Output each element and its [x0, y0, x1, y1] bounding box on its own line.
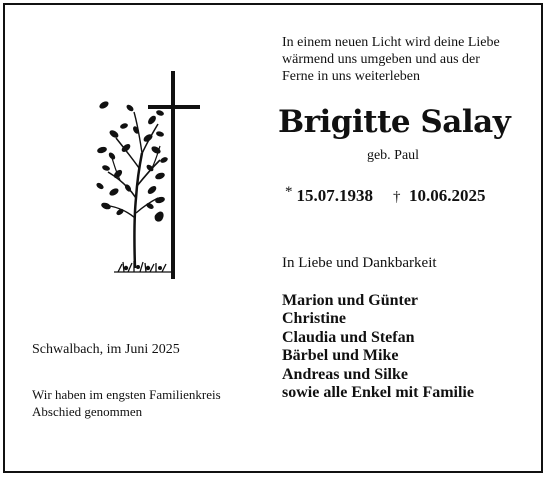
- deceased-name: Brigitte Salay: [278, 104, 511, 140]
- mourner: Claudia und Stefan: [282, 328, 415, 346]
- maiden-name: geb. Paul: [366, 148, 420, 163]
- place-date: Schwalbach, im Juni 2025: [32, 342, 180, 357]
- mourner: Christine: [282, 310, 346, 328]
- birth-date: 15.07.1938: [296, 186, 373, 205]
- birth-symbol: *: [285, 184, 293, 200]
- mourner: Marion und Günter: [282, 292, 419, 309]
- mourner: Andreas und Silke: [282, 365, 408, 383]
- mourner: Bärbel und Mike: [282, 347, 399, 365]
- cross-and-tree-icon: [90, 68, 200, 288]
- funeral-note: [32, 386, 221, 420]
- note-line: Abschied genommen: [32, 404, 143, 419]
- thanks-line: In Liebe und Dankbarkeit: [282, 255, 437, 271]
- poem-line: In einem neuen Licht wird deine Liebe: [282, 35, 500, 50]
- poem: [282, 34, 532, 85]
- life-dates: [285, 186, 535, 206]
- mourners-list: [282, 292, 474, 402]
- death-date: 10.06.2025: [409, 186, 486, 205]
- note-line: Wir haben im engsten Familienkreis: [32, 387, 221, 402]
- death-symbol: †: [393, 189, 401, 205]
- poem-line: Ferne in uns weiterleben: [282, 69, 421, 84]
- poem-line: wärmend uns umgeben und aus der: [282, 52, 480, 67]
- mourner: sowie alle Enkel mit Familie: [282, 384, 474, 402]
